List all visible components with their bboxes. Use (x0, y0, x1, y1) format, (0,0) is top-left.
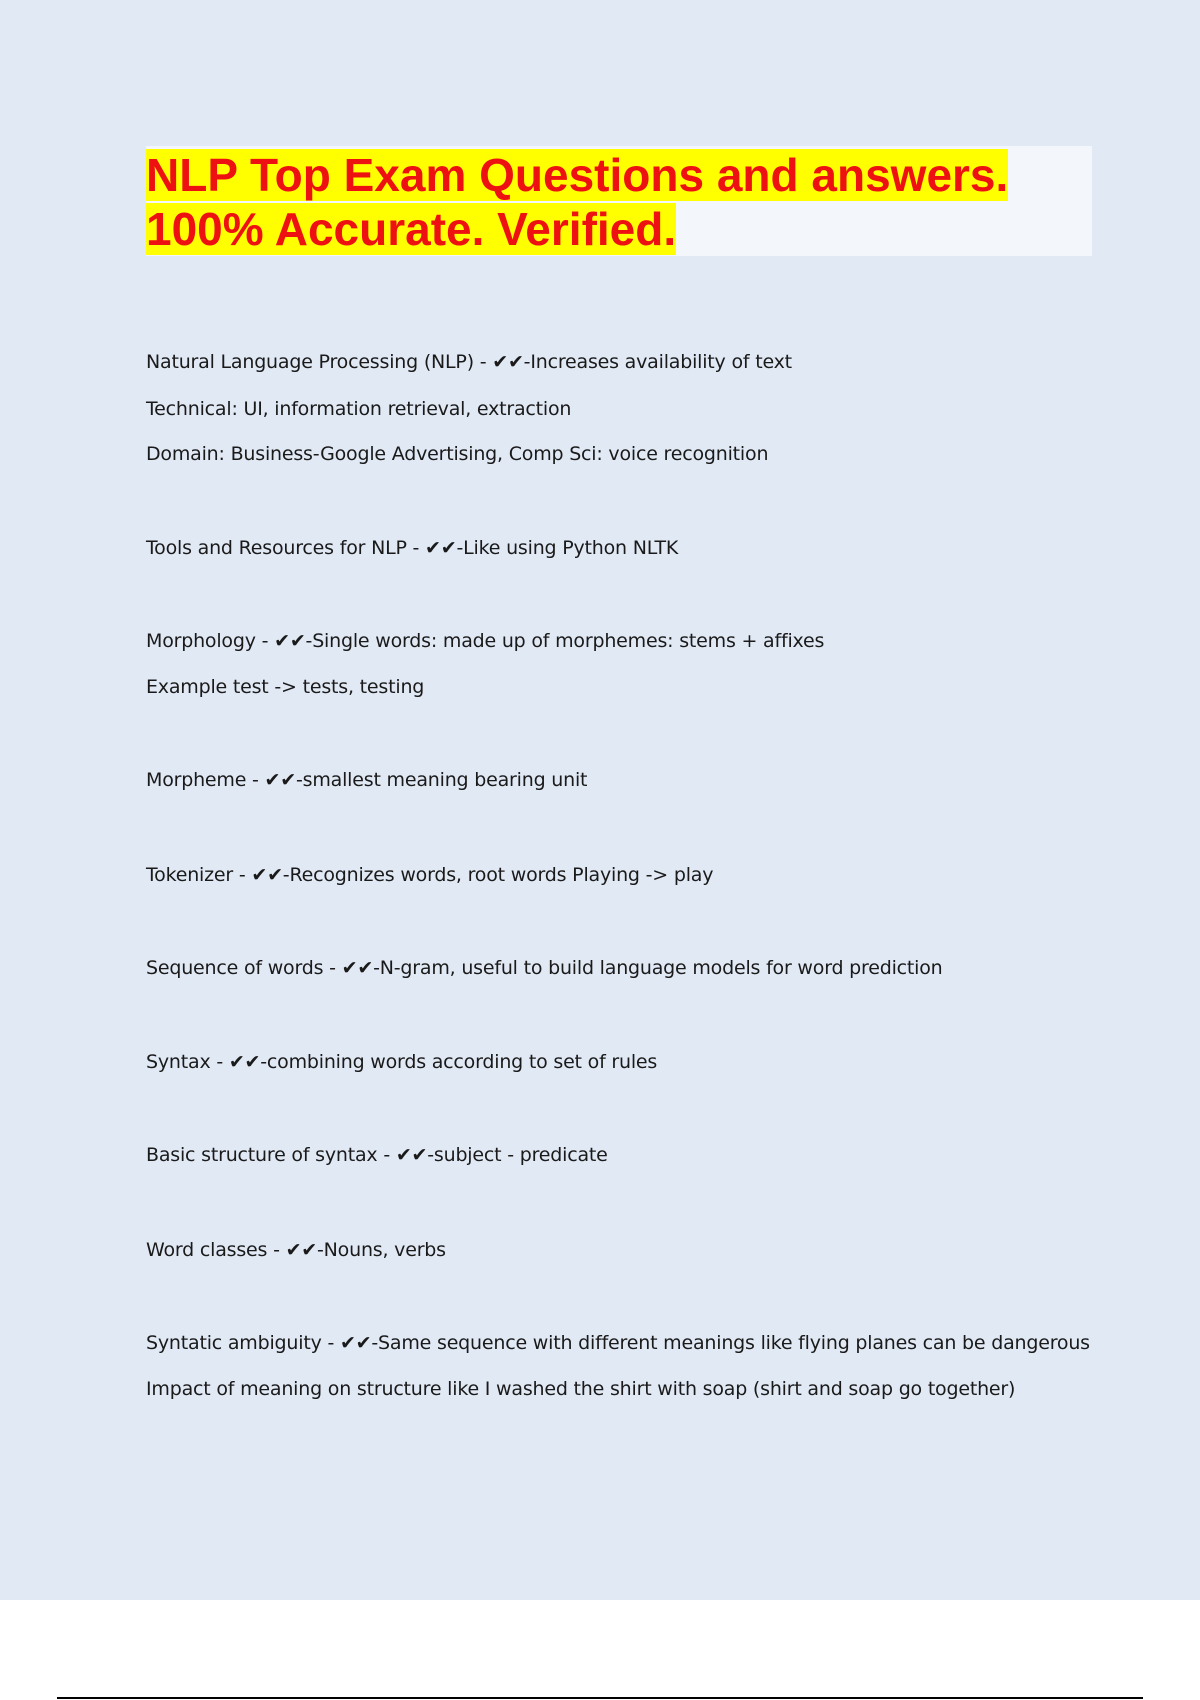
qa-line: Tokenizer - ✔✔-Recognizes words, root words Playing -> play (146, 864, 714, 886)
title-line-2: 100% Accurate. Verified. (146, 203, 677, 255)
document-title (146, 148, 1076, 256)
qa-line: Domain: Business-Google Advertising, Comp Sci: voice recognition (146, 443, 769, 465)
qa-line: Morphology - ✔✔-Single words: made up of morphemes: stems + affixes (146, 630, 825, 652)
qa-line: Morpheme - ✔✔-smallest meaning bearing unit (146, 769, 588, 791)
qa-line: Basic structure of syntax - ✔✔-subject - predicate (146, 1144, 608, 1166)
qa-line: Syntatic ambiguity - ✔✔-Same sequence with different meanings like flying planes can be dangerous (146, 1332, 1090, 1354)
qa-line: Impact of meaning on structure like I washed the shirt with soap (shirt and soap go together) (146, 1378, 1016, 1400)
qa-line: Technical: UI, information retrieval, extraction (146, 398, 572, 420)
qa-line: Syntax - ✔✔-combining words according to set of rules (146, 1051, 658, 1073)
title-line-1: NLP Top Exam Questions and answers. (146, 149, 1009, 201)
footer-divider (57, 1697, 1143, 1699)
qa-line: Natural Language Processing (NLP) - ✔✔-Increases availability of text (146, 351, 792, 373)
qa-line: Sequence of words - ✔✔-N-gram, useful to build language models for word prediction (146, 957, 943, 979)
qa-line: Tools and Resources for NLP - ✔✔-Like using Python NLTK (146, 537, 679, 559)
qa-line: Example test -> tests, testing (146, 676, 425, 698)
qa-line: Word classes - ✔✔-Nouns, verbs (146, 1239, 446, 1261)
